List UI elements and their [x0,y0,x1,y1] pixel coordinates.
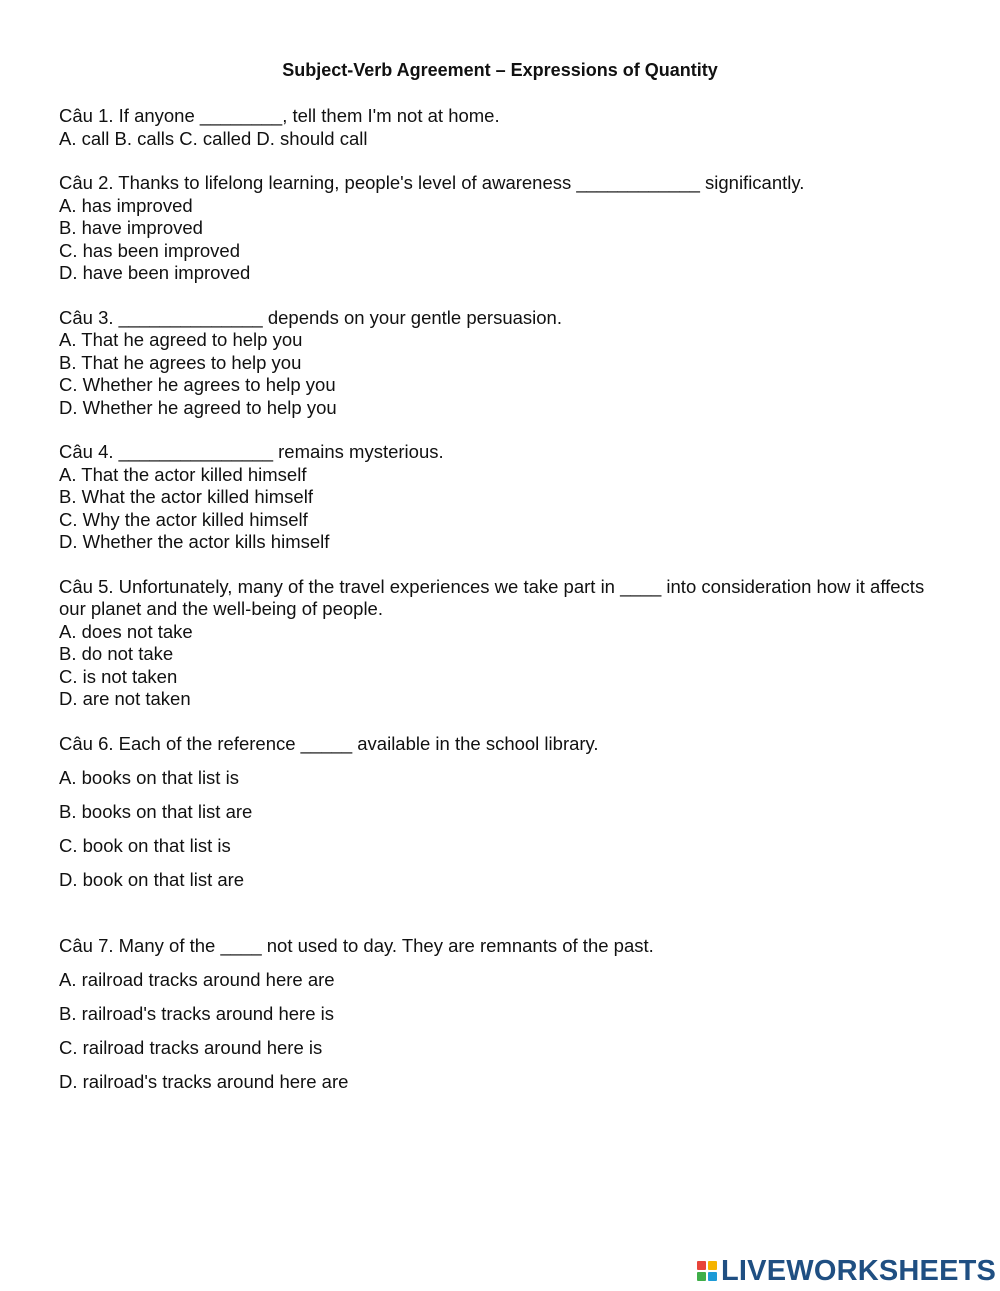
logo-block-v [697,1272,706,1281]
option-d: D. Whether he agreed to help you [59,396,337,418]
option-c: C. Whether he agrees to help you [59,374,336,395]
option-b: B. have improved [59,217,203,238]
option-b: B. railroad's tracks around here is [59,1003,334,1024]
logo-text: LIVEWORKSHEETS [721,1255,997,1287]
question-stem: Câu 1. If anyone ________, tell them I'm not at home. [59,105,500,126]
option-d: D. railroad's tracks around here are [59,1071,349,1092]
option-d: D. book on that list are [59,868,245,890]
question-7 [59,935,939,1094]
option-b: B. books on that list are [59,800,253,822]
question-5 [59,576,939,711]
question-stem: Câu 6. Each of the reference _____ available in the school library. [59,732,599,754]
option-a: A. railroad tracks around here are [59,969,335,990]
question-stem: Câu 4. _______________ remains mysterious. [59,441,444,462]
question-2 [59,172,939,285]
option-d: D. are not taken [59,688,191,709]
liveworksheets-logo [697,1255,996,1287]
page-title: Subject-Verb Agreement – Expressions of Quantity [282,60,718,80]
option-b: B. What the actor killed himself [59,486,313,507]
question-1 [59,105,939,150]
option-a: A. does not take [59,620,193,642]
option-c: C. has been improved [59,239,240,261]
option-a: A. books on that list is [59,766,239,788]
option-c: C. Why the actor killed himself [59,508,308,530]
question-6 [59,733,939,892]
option-b: B. That he agrees to help you [59,351,302,373]
question-stem: Câu 7. Many of the ____ not used to day. They are remnants of the past. [59,935,654,956]
question-stem: Câu 3. ______________ depends on your gentle persuasion. [59,306,562,328]
logo-block-e [708,1272,717,1281]
logo-block-i [708,1261,717,1270]
option-b: B. do not take [59,643,174,664]
option-d: D. Whether the actor kills himself [59,531,330,552]
option-a: A. has improved [59,194,193,216]
question-stem: Câu 2. Thanks to lifelong learning, people's level of awareness ____________ significantly. [59,172,805,193]
option-c: C. book on that list is [59,834,231,856]
worksheet-body [59,105,939,1094]
option-d: D. have been improved [59,262,251,283]
option-c: C. is not taken [59,665,178,687]
option-a: A. That the actor killed himself [59,463,307,485]
logo-block-l [697,1261,706,1270]
option-c: C. railroad tracks around here is [59,1037,323,1058]
question-3 [59,307,939,420]
logo-blocks-icon [697,1261,717,1281]
options-inline: A. call B. calls C. called D. should call [59,127,368,149]
question-stem: Câu 5. Unfortunately, many of the travel experiences we take part in ____ into consideration how it affects our planet and the well-being of people. [59,575,925,619]
option-a: A. That he agreed to help you [59,329,303,350]
question-4 [59,441,939,554]
